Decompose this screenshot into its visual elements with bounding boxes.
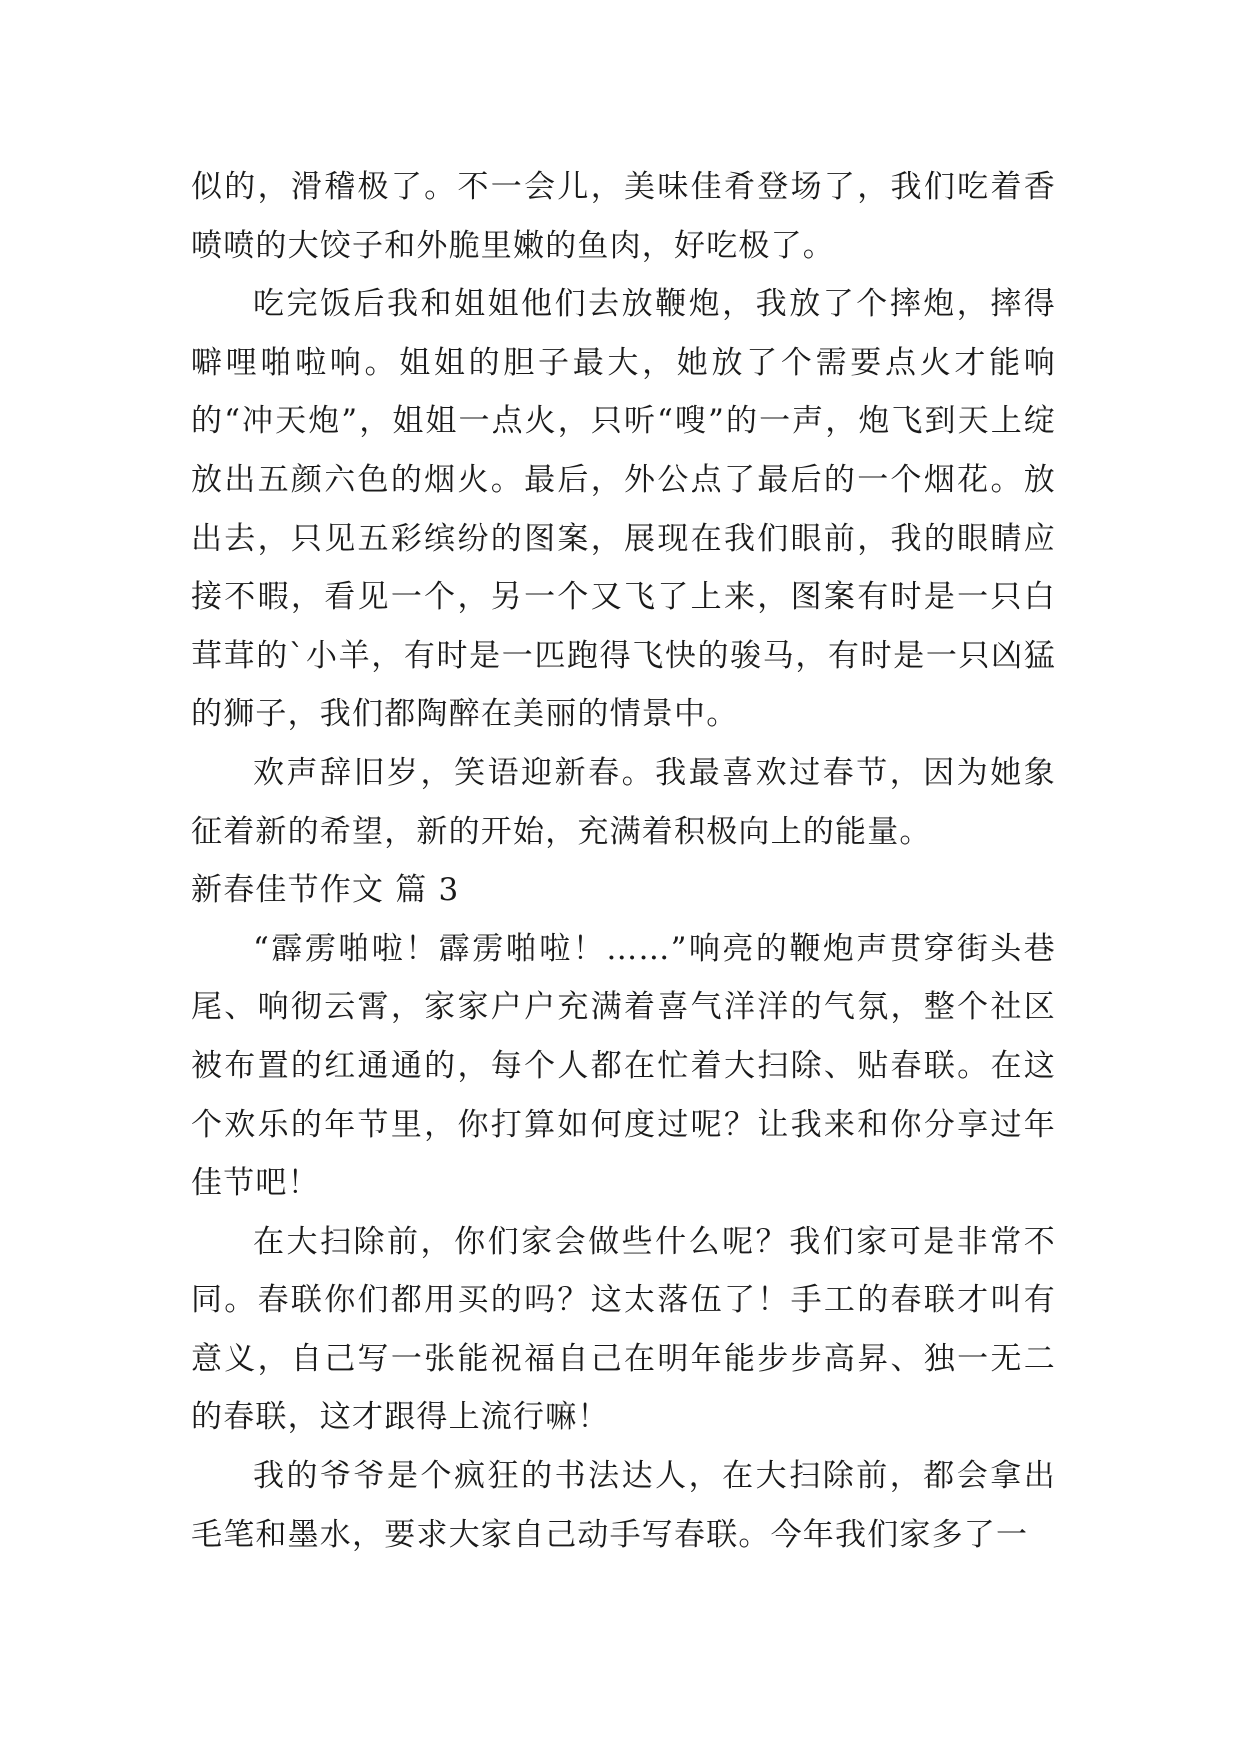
document-body (191, 158, 1056, 1564)
paragraph: 似的，滑稽极了。不一会儿，美味佳肴登场了，我们吃着香喷喷的大饺子和外脆里嫩的鱼肉，好吃极了。 (191, 169, 1056, 264)
section-heading: 新春佳节作文 篇 3 (191, 872, 460, 909)
paragraph: 吃完饭后我和姐姐他们去放鞭炮，我放了个摔炮，摔得噼哩啪啦响。姐姐的胆子最大，她放了个需要点火才能响的“冲天炮”，姐姐一点火，只听“嗖”的一声，炮飞到天上绽放出五颜六色的烟火。最后，外公点了最后的一个烟花。放出去，只见五彩缤纷的图案，展现在我们眼前，我的眼睛应接不暇，看见一个，另一个又飞了上来，图案有时是一只白茸茸的`小羊，有时是一匹跑得飞快的骏马，有时是一只凶猛的狮子，我们都陶醉在美丽的情景中。 (191, 286, 1056, 733)
paragraph: 我的爷爷是个疯狂的书法达人，在大扫除前，都会拿出毛笔和墨水，要求大家自己动手写春联。今年我们家多了一 (191, 1458, 1056, 1553)
paragraph: “霹雳啪啦！霹雳啪啦！……”响亮的鞭炮声贯穿街头巷尾、响彻云霄，家家户户充满着喜气洋洋的气氛，整个社区被布置的红通通的，每个人都在忙着大扫除、贴春联。在这个欢乐的年节里，你打算如何度过呢？让我来和你分享过年佳节吧！ (191, 930, 1056, 1202)
paragraph: 欢声辞旧岁，笑语迎新春。我最喜欢过春节，因为她象征着新的希望，新的开始，充满着积极向上的能量。 (191, 754, 1056, 850)
paragraph: 在大扫除前，你们家会做些什么呢？我们家可是非常不同。春联你们都用买的吗？这太落伍了！手工的春联才叫有意义，自己写一张能祝福自己在明年能步步高昇、独一无二的春联，这才跟得上流行嘛！ (191, 1223, 1056, 1436)
